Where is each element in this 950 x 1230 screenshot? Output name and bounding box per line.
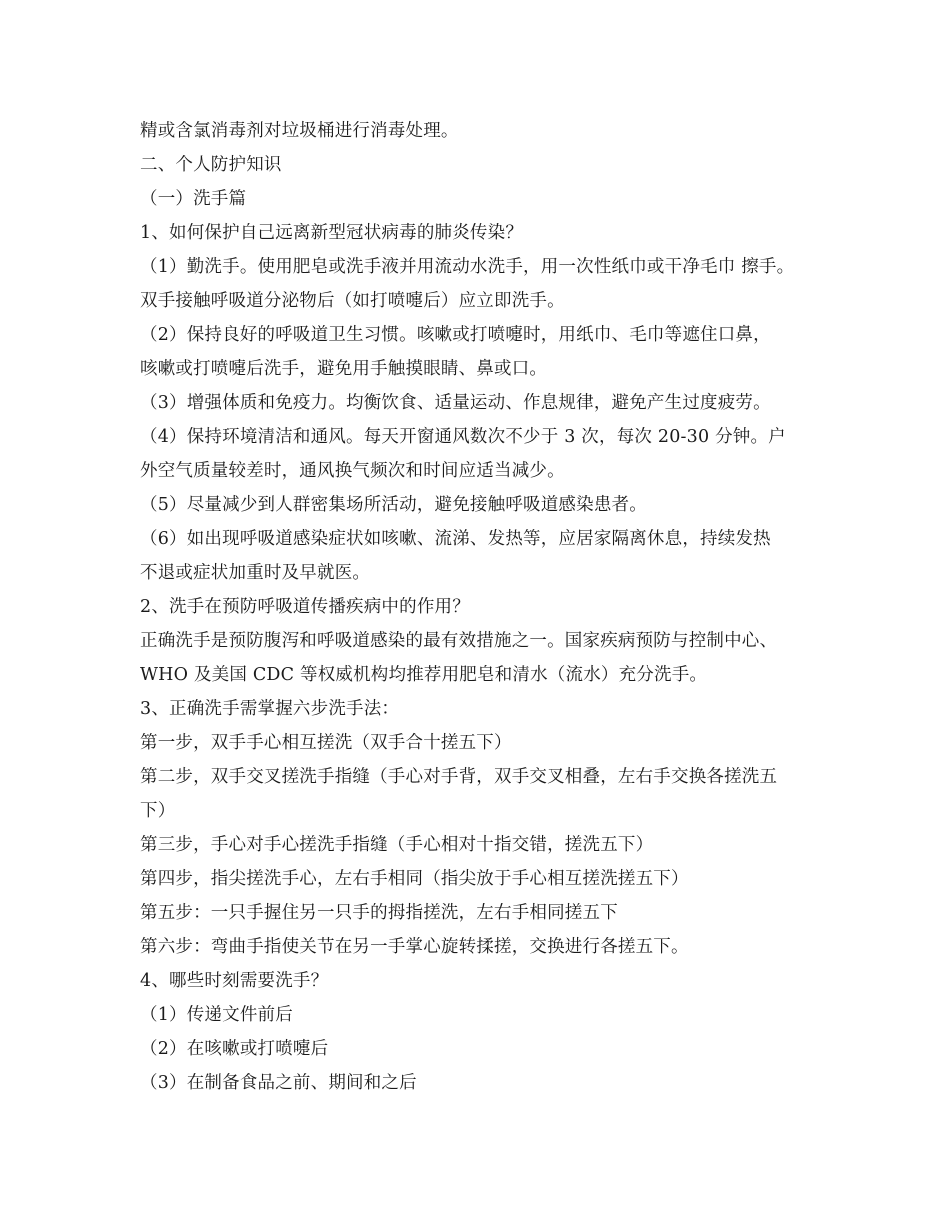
- paragraph-line: 双手接触呼吸道分泌物后（如打喷嚏后）应立即洗手。: [140, 291, 565, 311]
- question-heading: 1、如何保护自己远离新型冠状病毒的肺炎传染？: [140, 223, 524, 243]
- step-line: 第二步，双手交叉搓洗手指缝（手心对手背，双手交叉相叠，左右手交换各搓洗五: [140, 767, 778, 787]
- list-item: （2）在咳嗽或打喷嚏后: [140, 1039, 329, 1059]
- question-heading: 3、正确洗手需掌握六步洗手法：: [140, 699, 400, 719]
- paragraph-line: （2）保持良好的呼吸道卫生习惯。咳嗽或打喷嚏时，用纸巾、毛巾等遮住口鼻，: [140, 325, 771, 345]
- paragraph-line: （1）勤洗手。使用肥皂或洗手液并用流动水洗手，用一次性纸巾或干净毛巾 擦手。: [140, 257, 795, 277]
- question-heading: 4、哪些时刻需要洗手？: [140, 971, 329, 991]
- paragraph-line: 不退或症状加重时及早就医。: [140, 563, 371, 583]
- paragraph-line: 正确洗手是预防腹泻和呼吸道感染的最有效措施之一。国家疾病预防与控制中心、: [140, 631, 778, 651]
- paragraph-line: （3）增强体质和免疫力。均衡饮食、适量运动、作息规律，避免产生过度疲劳。: [140, 393, 771, 413]
- paragraph-line: （5）尽量减少到人群密集场所活动，避免接触呼吸道感染患者。: [140, 495, 647, 515]
- paragraph-line: （6）如出现呼吸道感染症状如咳嗽、流涕、发热等，应居家隔离休息，持续发热: [140, 529, 771, 549]
- paragraph-line: （4）保持环境清洁和通风。每天开窗通风数次不少于 3 次，每次 20-30 分钟。户: [140, 427, 786, 447]
- document-body: [140, 114, 840, 1100]
- step-line: 下）: [140, 801, 176, 821]
- paragraph-line: WHO 及美国 CDC 等权威机构均推荐用肥皂和清水（流水）充分洗手。: [140, 665, 708, 685]
- step-line: 第六步：弯曲手指使关节在另一手掌心旋转揉搓，交换进行各搓五下。: [140, 937, 689, 957]
- subsection-heading: （一）洗手篇: [140, 189, 247, 209]
- step-line: 第五步：一只手握住另一只手的拇指搓洗，左右手相同搓五下: [140, 903, 618, 923]
- question-heading: 2、洗手在预防呼吸道传播疾病中的作用？: [140, 597, 470, 617]
- step-line: 第三步，手心对手心搓洗手指缝（手心相对十指交错，搓洗五下）: [140, 835, 654, 855]
- list-item: （1）传递文件前后: [140, 1005, 293, 1025]
- paragraph-line: 咳嗽或打喷嚏后洗手，避免用手触摸眼睛、鼻或口。: [140, 359, 548, 379]
- list-item: （3）在制备食品之前、期间和之后: [140, 1073, 417, 1093]
- paragraph-line: 精或含氯消毒剂对垃圾桶进行消毒处理。: [140, 121, 459, 141]
- section-heading: 二、个人防护知识: [140, 155, 282, 175]
- step-line: 第一步，双手手心相互搓洗（双手合十搓五下）: [140, 733, 512, 753]
- step-line: 第四步，指尖搓洗手心，左右手相同（指尖放于手心相互搓洗搓五下）: [140, 869, 689, 889]
- paragraph-line: 外空气质量较差时，通风换气频次和时间应适当减少。: [140, 461, 565, 481]
